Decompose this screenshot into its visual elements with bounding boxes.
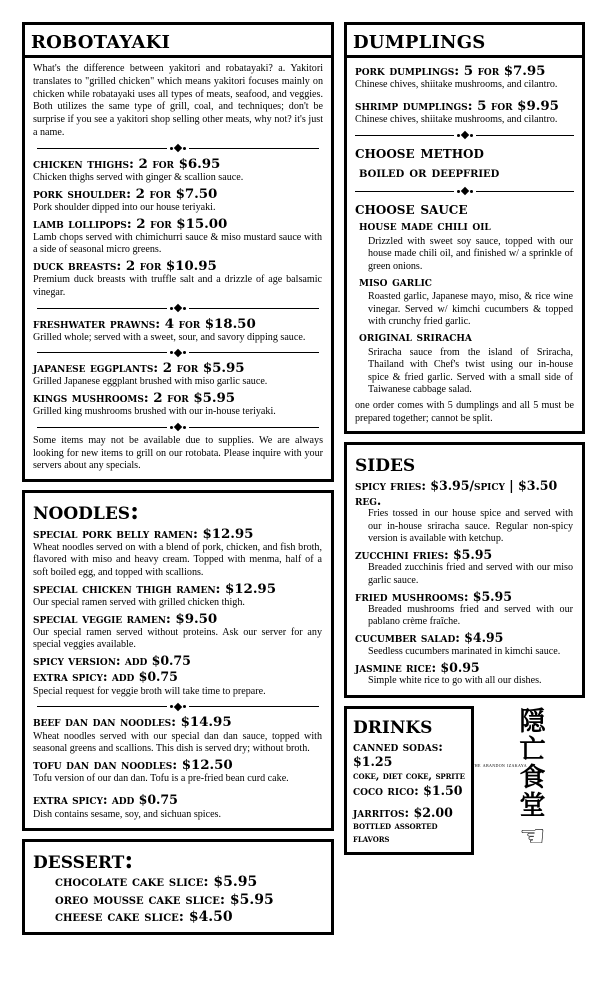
- item-name: shrimp dumplings: 5 for $9.95: [355, 98, 559, 115]
- sauce-option[interactable]: [355, 275, 574, 329]
- drinks-logo-row: [344, 706, 585, 856]
- drink-item[interactable]: [353, 805, 465, 846]
- sauce-option[interactable]: [355, 330, 574, 397]
- drink-name: canned sodas: $1.25: [353, 739, 443, 770]
- sauce-desc: Sriracha sauce from the island of Sriracha, Thailand with Chef's twist using our in-house spice & fried garlic. Served with a small side of Taiwanese cabbage salad.: [368, 346, 573, 396]
- menu-item[interactable]: [355, 660, 574, 688]
- item-name: pork dumplings: 5 for $7.95: [355, 63, 546, 79]
- drink-item[interactable]: [353, 783, 465, 798]
- item-desc: Tofu version of our dan dan. Tofu is a pre-fried bean curd cake.: [33, 773, 289, 785]
- menu-item[interactable]: [33, 316, 323, 345]
- logo-kanji-3: 食: [519, 762, 546, 793]
- robotayaki-footnote: Some items may not be available due to supplies. We are always looking for new items to grill on our rotobata. Please inquire with your servers about any specials.: [33, 434, 323, 472]
- sauce-desc: Drizzled with sweet soy sauce, topped with our house made chili oil, and finished w/ a sprinkle of green onions.: [368, 235, 573, 272]
- item-desc: Chinese chives, shiitake mushrooms, and cilantro.: [355, 114, 558, 126]
- ornament-divider: [355, 187, 574, 196]
- item-desc: Grilled whole; served with a sweet, sour, and savory dipping sauce.: [33, 331, 306, 343]
- item-desc: Breaded zucchinis fried and served with our miso garlic sauce.: [368, 562, 573, 586]
- menu-item[interactable]: [33, 611, 323, 652]
- item-desc: Seedless cucumbers marinated in kimchi sauce.: [368, 645, 561, 657]
- item-name: duck breasts: 2 for $10.95: [33, 258, 217, 275]
- item-desc: Lamb chops served with chimichurri sauce & miso mustard sauce with a side of seasonal micro greens.: [33, 231, 322, 256]
- logo-kanji-2: 亡: [519, 734, 546, 765]
- noodles-note-2: Dish contains sesame, soy, and sichuan spices.: [33, 809, 222, 821]
- menu-item[interactable]: [355, 98, 574, 127]
- logo-english-name: the abandon izakaya: [472, 761, 527, 769]
- item-desc: Simple white rice to go with all our dishes.: [368, 674, 542, 686]
- menu-item[interactable]: [33, 581, 323, 610]
- drink-name: coco rico: $1.50: [353, 782, 463, 798]
- item-name: tofu dan dan noodles: $12.50: [33, 757, 233, 774]
- drink-item[interactable]: [353, 739, 465, 783]
- dumplings-title: dumplings: [353, 25, 486, 54]
- logo-kanji-4: 堂: [519, 790, 546, 821]
- restaurant-logo: [472, 706, 585, 854]
- dumplings-title-bar: [347, 25, 582, 58]
- sides-panel: [344, 442, 585, 697]
- left-column: [22, 22, 334, 986]
- item-desc: Grilled king mushrooms brushed with our in-house teriyaki.: [33, 406, 276, 418]
- menu-item[interactable]: [33, 390, 323, 419]
- item-name: freshwater prawns: 4 for $18.50: [33, 315, 256, 332]
- noodles-note: Special request for veggie broth will take time to prepare.: [33, 685, 266, 697]
- dessert-list: [33, 874, 323, 925]
- item-name: japanese eggplants: 2 for $5.95: [33, 360, 245, 377]
- item-name: special pork belly ramen: $12.95: [33, 525, 254, 542]
- item-desc: Our special ramen served without proteins. Ask our server for any special veggies available.: [33, 626, 322, 651]
- menu-item[interactable]: [355, 630, 574, 658]
- robotayaki-body: [25, 58, 331, 479]
- item-name: pork shoulder: 2 for $7.50: [33, 185, 218, 202]
- sides-body: [347, 445, 582, 694]
- sauce-name: original sriracha: [359, 330, 472, 346]
- item-desc: Fries tossed in our house spice and served with our in-house sriracha sauce. Regular non-spicy version is available with ketchup.: [368, 508, 573, 545]
- noodles-body: [25, 493, 331, 828]
- menu-item[interactable]: [33, 714, 323, 755]
- item-desc: Premium duck breasts with truffle salt and a drizzle of age balsamic vinegar.: [33, 274, 322, 298]
- item-desc: Pork shoulder dipped into our house teriyaki.: [33, 201, 216, 213]
- sides-title: sides: [355, 448, 416, 478]
- drinks-panel: [344, 706, 474, 856]
- robotayaki-title: robotayaki: [31, 25, 171, 54]
- pointing-hand-icon: ☜: [519, 818, 546, 854]
- dumplings-body: [347, 58, 582, 431]
- dessert-item[interactable]: oreo mousse cake slice: $5.95: [55, 891, 274, 908]
- item-desc: Chinese chives, shiitake mushrooms, and cilantro.: [355, 79, 558, 91]
- ornament-divider: [37, 702, 319, 711]
- robotayaki-intro: What's the difference between yakitori and robatayaki? a. Yakitori translates to "grilled chicken" which means yakitori focuses mainly on chicken while robatayaki uses all types of meats, seafood, and veggies. Both utilizes the same type of grill, coal, and techniques; don't be surprise if you see a yakitori shop selling other meats, why not? it's just a name.: [33, 63, 323, 138]
- item-name: jasmine rice: $0.95: [355, 659, 480, 675]
- noodle-addon[interactable]: spicy version: add $0.75: [33, 653, 191, 669]
- dumplings-footnote: one order comes with 5 dumplings and all 5 must be prepared together; cannot be split.: [355, 399, 574, 424]
- choose-method-label: choose method: [355, 142, 484, 162]
- item-name: fried mushrooms: $5.95: [355, 588, 512, 604]
- menu-item[interactable]: [33, 186, 323, 215]
- item-desc: Wheat noodles served on with a blend of pork, chicken, and fish broth, flavored with miso and heavy cream. Topped with menma, half of a soft boiled egg, and topped with scallions.: [33, 541, 322, 578]
- item-name: beef dan dan noodles: $14.95: [33, 714, 232, 731]
- menu-item[interactable]: [33, 757, 323, 786]
- dessert-body: [25, 842, 331, 932]
- ornament-divider: [37, 348, 319, 357]
- noodle-addon[interactable]: extra spicy: add $0.75: [33, 668, 178, 684]
- item-name: zucchini fries: $5.95: [355, 547, 493, 563]
- ornament-divider: [37, 423, 319, 432]
- menu-item[interactable]: [33, 526, 323, 580]
- sauce-name: miso garlic: [359, 274, 432, 290]
- choose-sauce-label: choose sauce: [355, 198, 468, 218]
- menu-item[interactable]: [33, 216, 323, 257]
- dessert-title: dessert:: [33, 845, 134, 875]
- sauce-desc: Roasted garlic, Japanese mayo, miso, & rice wine vinegar. Served w/ kimchi cucumbers & topped with crunchy fried garlic.: [368, 291, 573, 328]
- item-name: chicken thighs: 2 for $6.95: [33, 155, 221, 172]
- noodle-addon[interactable]: extra spicy: add $0.75: [33, 792, 178, 808]
- menu-item[interactable]: [355, 478, 574, 546]
- robotayaki-panel: [22, 22, 334, 482]
- drink-sub: coke, diet coke, sprite: [353, 769, 465, 782]
- logo-kanji-1: 隠: [519, 706, 546, 737]
- dessert-item[interactable]: cheese cake slice: $4.50: [55, 908, 233, 925]
- menu-item[interactable]: [355, 63, 574, 92]
- menu-item[interactable]: [355, 547, 574, 587]
- method-option[interactable]: boiled or deepfried: [359, 164, 500, 182]
- menu-columns: [22, 22, 585, 986]
- dessert-item[interactable]: chocolate cake slice: $5.95: [55, 874, 258, 891]
- dumplings-panel: [344, 22, 585, 434]
- noodles-panel: [22, 490, 334, 831]
- item-desc: Breaded mushrooms fried and served with our pablano crème fraîche.: [368, 603, 573, 628]
- noodles-title: noodles:: [33, 496, 139, 526]
- menu-item[interactable]: [33, 258, 323, 299]
- menu-item[interactable]: [355, 589, 574, 629]
- sauce-option[interactable]: [355, 219, 574, 273]
- item-desc: Grilled Japanese eggplant brushed with miso garlic sauce.: [33, 376, 268, 388]
- right-column: [344, 22, 585, 986]
- item-name: special veggie ramen: $9.50: [33, 610, 218, 627]
- ornament-divider: [37, 144, 319, 153]
- item-name: kings mushrooms: 2 for $5.95: [33, 390, 236, 407]
- item-desc: Our special ramen served with grilled chicken thigh.: [33, 596, 245, 608]
- drink-name: jarritos: $2.00: [353, 805, 453, 821]
- dessert-panel: [22, 839, 334, 935]
- ornament-divider: [37, 304, 319, 313]
- item-name: cucumber salad: $4.95: [355, 630, 504, 646]
- item-name: lamb lollipops: 2 for $15.00: [33, 215, 228, 232]
- item-name: spicy fries: $3.95/spicy | $3.50 reg.: [355, 477, 558, 508]
- item-name: special chicken thigh ramen: $12.95: [33, 580, 276, 597]
- menu-item[interactable]: [33, 156, 323, 185]
- robotayaki-title-bar: [25, 25, 331, 58]
- item-desc: Wheat noodles served with our special dan dan sauce, topped with seasonal greens and scallions. This dish is served dry; without broth.: [33, 730, 322, 755]
- item-desc: Chicken thighs served with ginger & scallion sauce.: [33, 171, 244, 183]
- sauce-name: house made chili oil: [359, 219, 491, 235]
- ornament-divider: [355, 131, 574, 140]
- drink-sub: bottled assorted flavors: [353, 820, 438, 846]
- menu-item[interactable]: [33, 360, 323, 389]
- drinks-title: drinks: [353, 709, 433, 739]
